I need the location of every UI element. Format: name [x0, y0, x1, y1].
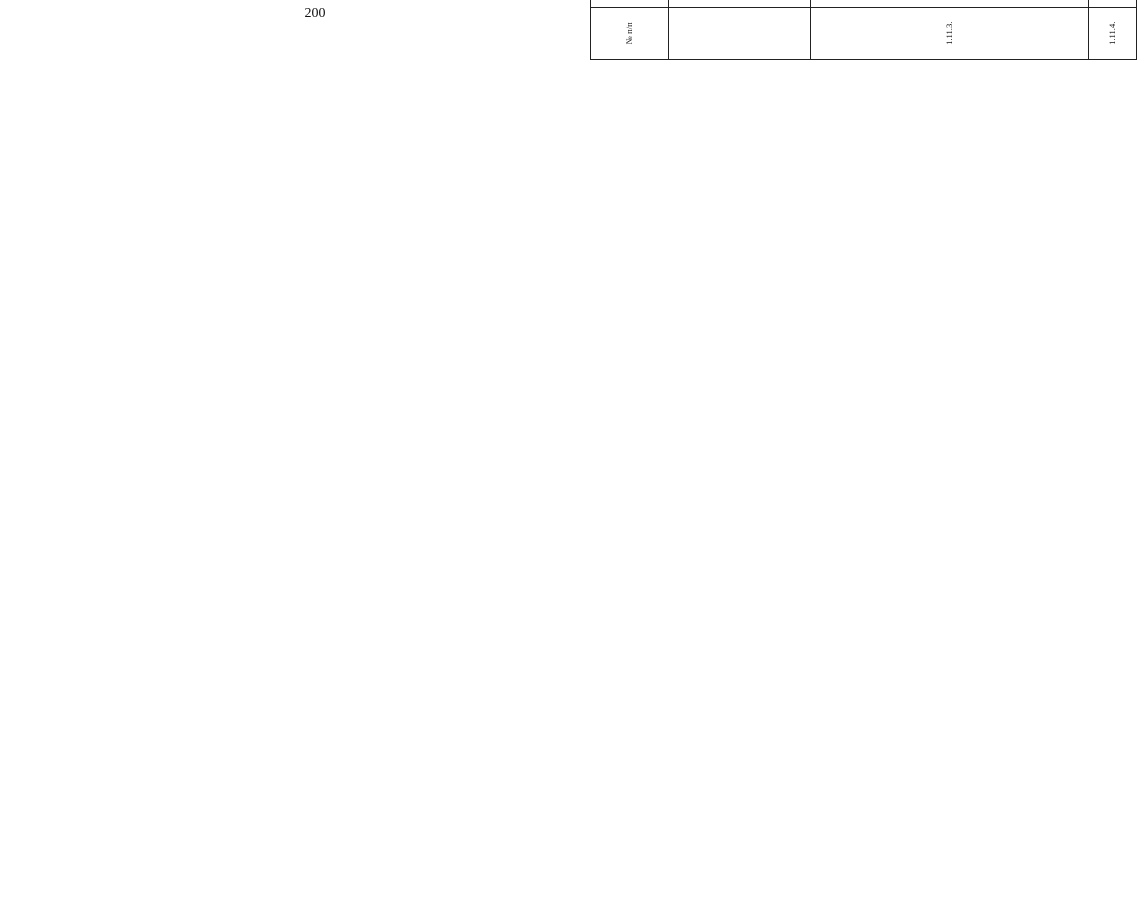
table-row [1089, 0, 1107, 60]
budget-table [590, 0, 1137, 60]
row-code [669, 7, 811, 59]
header-num: № п/п [591, 7, 669, 59]
rotated-table-wrapper [590, 0, 1117, 60]
table-row [811, 0, 831, 60]
row-code: 1.11.3. [811, 7, 1089, 59]
page-number: 200 [304, 6, 326, 21]
table-row [669, 0, 749, 60]
row-name [811, 0, 1089, 7]
row-name [1089, 0, 1137, 7]
row-code: 1.11.4. [1089, 7, 1137, 59]
row-name [669, 0, 811, 7]
header-name [591, 0, 669, 7]
